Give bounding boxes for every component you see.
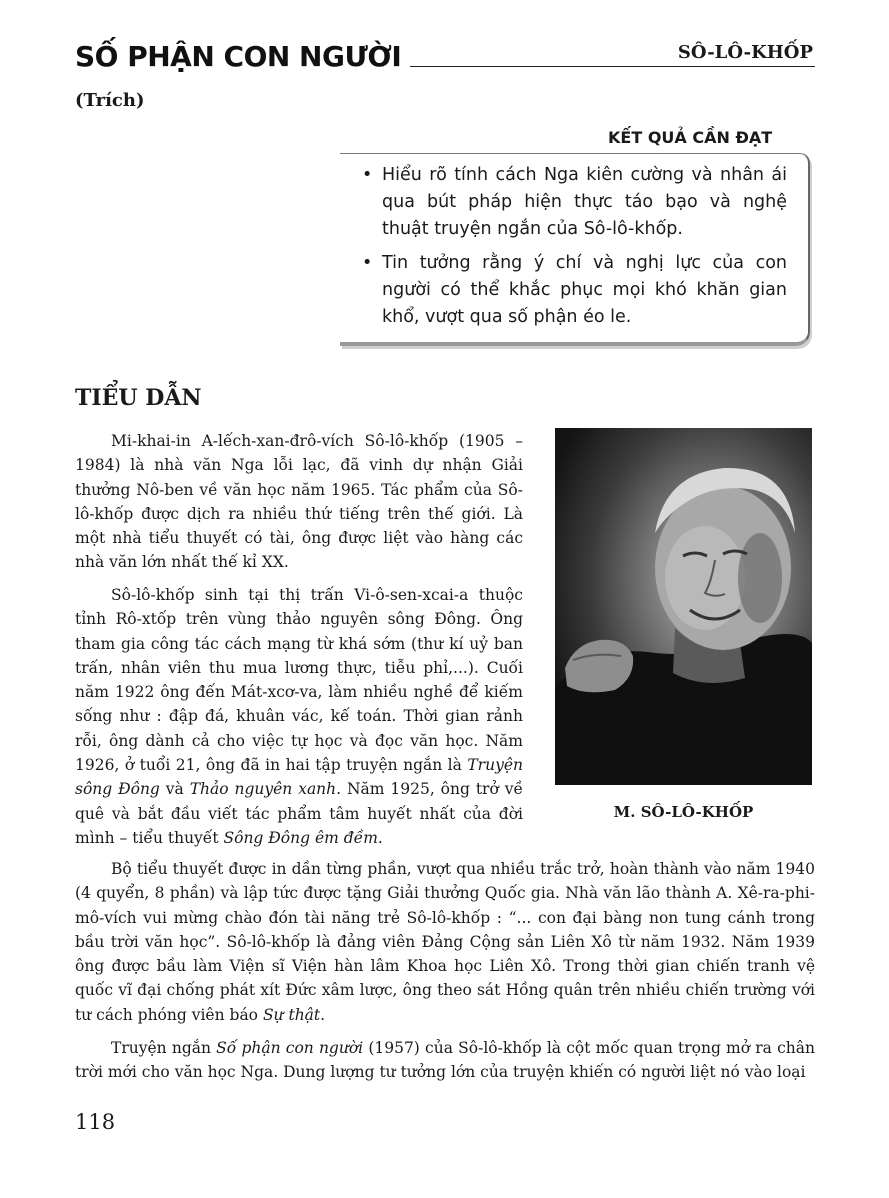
portrait-caption: M. SÔ-LÔ-KHỐP — [613, 803, 754, 821]
paragraph-text: Truyện ngắn — [111, 1039, 217, 1057]
book-title: Số phận con người — [216, 1039, 364, 1057]
excerpt-note: (Trích) — [75, 90, 145, 111]
book-title: Sông Đông êm đềm — [223, 828, 378, 847]
goal-item — [362, 162, 787, 243]
paragraph-text: . Năm 1925, ông trở về quê và bắt đầu viết tác phẩm tâm huyết nhất của đời mình – tiểu thuyết — [75, 780, 524, 847]
book-title: Thảo nguyên xanh — [189, 780, 337, 799]
book-title: Truyện sông Đông — [75, 756, 523, 799]
page-number: 118 — [75, 1110, 116, 1134]
title-rule — [410, 66, 815, 67]
portrait-illustration — [555, 428, 812, 785]
paragraph-text: Mi-khai-in A-lếch-xan-đrô-vích Sô-lô-khốp (1905 – 1984) là nhà văn Nga lỗi lạc, đã vinh dự nhận Giải thưởng Nô-ben về văn học năm 1965. Tác phẩm của Sô-lô-khốp được dịch ra nhiều thứ tiếng trên thế giới. Là một nhà tiểu thuyết có tài, ông được liệt vào hàng các nhà văn lớn nhất thế kỉ XX. — [75, 432, 523, 572]
paragraph-text: . — [377, 828, 383, 847]
author-portrait-image — [555, 428, 812, 785]
paragraph-text: (1957) của Sô-lô-khốp là cột mốc quan trọng mở ra chân trời mới cho văn học Nga. Dung lượng tư tưởng lớn của truyện khiến có người liệt nó vào loại — [75, 1039, 816, 1082]
section-heading: TIỂU DẪN — [75, 385, 202, 411]
paragraph-text: Bộ tiểu thuyết được in dần từng phần, vượt qua nhiều trắc trở, hoàn thành vào năm 1940 (4 quyển, 8 phần) và lập tức được tặng Giải thưởng Quốc gia. Nhà văn lão thành A. Xê-ra-phi-mô-vích vui mừng chào đón tài năng trẻ Sô-lô-khốp : “... con đại bàng non tung cánh trong bầu trời văn học”. Sô-lô-khốp là đảng viên Đảng Cộng sản Liên Xô từ năm 1932. Năm 1939 ông được bầu làm Viện sĩ Viện hàn lâm Khoa học Liên Xô. Trong thời gian chiến tranh vệ quốc vĩ đại chống phát xít Đức xâm lược, ông theo sát Hồng quân trên nhiều chiến trường với tư cách phóng viên báo — [75, 860, 815, 1024]
paragraph-text: và — [159, 780, 190, 799]
intro-paragraph-3 — [75, 857, 815, 1027]
goal-text: Hiểu rõ tính cách Nga kiên cường và nhân ái qua bút pháp hiện thực táo bạo và nghệ thuật truyện ngắn của Sô-lô-khốp. — [382, 165, 787, 239]
goal-text: Tin tưởng rằng ý chí và nghị lực của con người có thể khắc phục mọi khó khăn gian khổ, vượt qua số phận éo le. — [382, 253, 787, 327]
bullet-icon: • — [362, 253, 373, 273]
goals-heading: KẾT QUẢ CẦN ĐẠT — [608, 128, 773, 147]
paragraph-text: Sô-lô-khốp sinh tại thị trấn Vi-ô-sen-xcai-a thuộc tỉnh Rô-xtốp trên vùng thảo nguyên sông Đông. Ông tham gia công tác cách mạng từ khá sớm (thư kí uỷ ban trấn, nhân viên thu mua lương thực, tiễu phỉ,...). Cuối năm 1922 ông đến Mát-xcơ-va, làm nhiều nghề để kiếm sống như : đập đá, khuân vác, kế toán. Thời gian rảnh rỗi, ông dành cả cho việc tự học và đọc văn học. Năm 1926, ở tuổi 21, ông đã in hai tập truyện ngắn là — [75, 586, 523, 775]
intro-paragraph-2 — [75, 583, 523, 850]
paragraph-text: . — [320, 1005, 326, 1024]
intro-paragraph-1 — [75, 429, 523, 575]
intro-paragraph-4 — [75, 1036, 815, 1085]
newspaper-title: Sự thật — [262, 1005, 321, 1024]
bullet-icon: • — [362, 165, 373, 185]
author-name: SÔ-LÔ-KHỐP — [677, 42, 813, 63]
page-title: SỐ PHẬN CON NGƯỜI — [75, 40, 402, 73]
goal-item — [362, 250, 787, 331]
